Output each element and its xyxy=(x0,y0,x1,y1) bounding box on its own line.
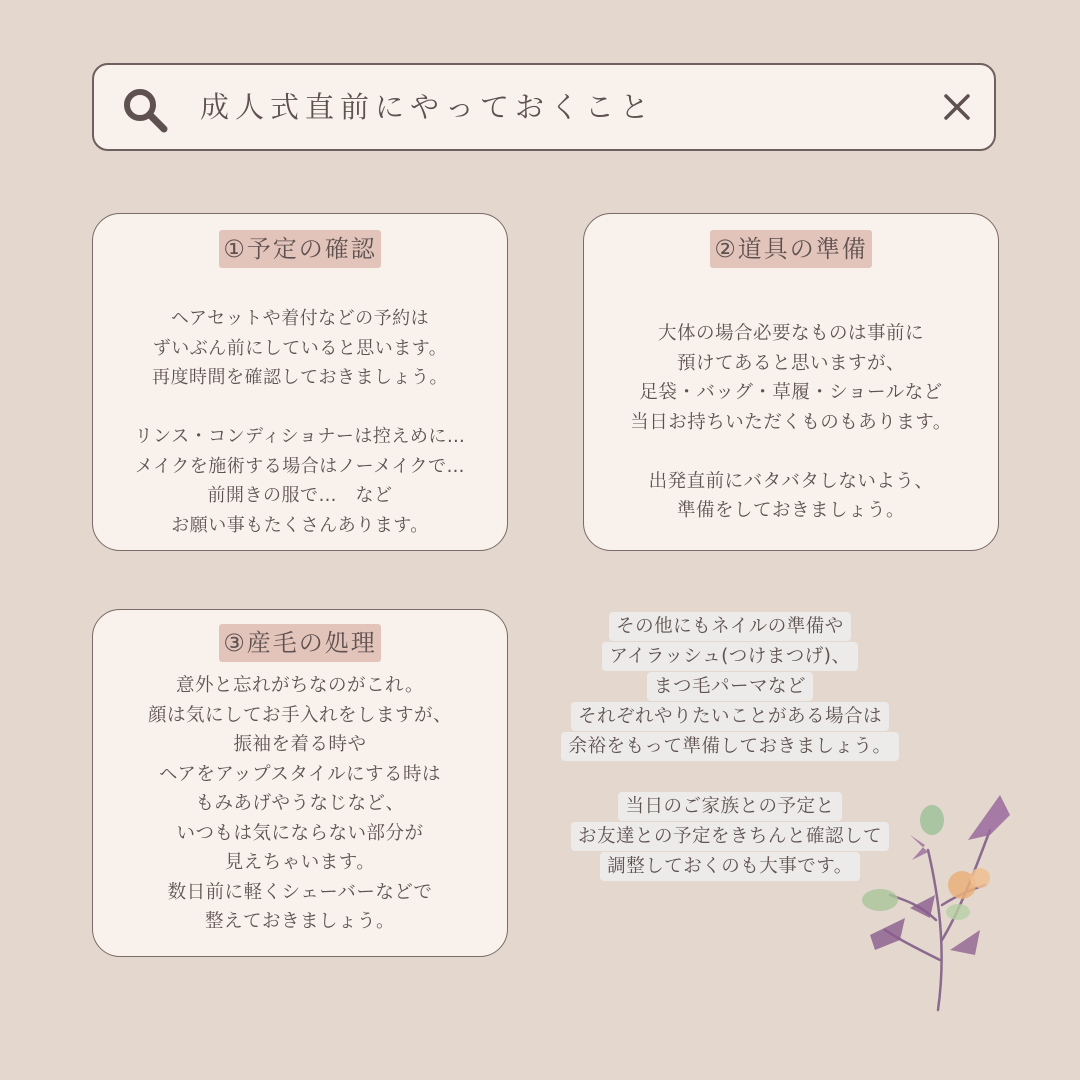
note-line: その他にもネイルの準備や xyxy=(609,612,851,641)
card-hair-removal xyxy=(92,609,508,957)
flower-illustration xyxy=(850,790,1025,1015)
card-line: 当日お持ちいただくものもあります。 xyxy=(630,411,952,433)
card-line: ヘアセットや着付などの予約は xyxy=(170,308,430,329)
card-line: 再度時間を確認しておきましょう。 xyxy=(152,367,448,388)
card-line: 足袋・バッグ・草履・ショールなど xyxy=(639,382,943,403)
card-title: ①予定の確認 xyxy=(219,230,381,268)
note-line: アイラッシュ(つけまつげ)、 xyxy=(602,642,857,671)
search-icon xyxy=(120,85,170,135)
card-line xyxy=(584,437,998,467)
card-line: 見えちゃいます。 xyxy=(224,852,376,873)
card-line: ずいぶん前にしていると思います。 xyxy=(152,337,448,359)
card-line: 大体の場合必要なものは事前に xyxy=(657,323,924,344)
card-title: ③産毛の処理 xyxy=(219,624,381,662)
note-line: 当日のご家族との予定と xyxy=(618,792,841,821)
card-line: 振袖を着る時や xyxy=(233,734,367,755)
card-line: 前開きの服で… など xyxy=(207,485,393,506)
card-line: 意外と忘れがちなのがこれ。 xyxy=(175,675,425,696)
card-line: ヘアをアップスタイルにする時は xyxy=(158,763,442,785)
card-tools-prep xyxy=(583,213,999,551)
card-line: リンス・コンディショナーは控えめに… xyxy=(134,426,466,447)
note-line: 余裕をもって準備しておきましょう。 xyxy=(561,732,898,761)
card-line: メイクを施術する場合はノーメイクで… xyxy=(134,455,466,477)
card-line: 準備をしておきましょう。 xyxy=(676,500,905,521)
card-line: もみあげやうなじなど、 xyxy=(195,793,405,814)
card-line: 出発直前にバタバタしないよう、 xyxy=(648,470,934,492)
close-icon[interactable] xyxy=(942,92,972,122)
search-query[interactable]: 成人式直前にやっておくこと xyxy=(200,90,656,124)
card-body xyxy=(93,304,507,540)
card-line: お願い事もたくさんあります。 xyxy=(171,514,429,536)
card-line xyxy=(93,393,507,423)
card-line: 顔は気にしてお手入れをしますが、 xyxy=(147,704,452,726)
note-spacer xyxy=(530,762,930,792)
card-line: 預けてあると思いますが、 xyxy=(676,352,905,374)
card-title: ②道具の準備 xyxy=(710,230,872,268)
card-body xyxy=(93,671,507,937)
note-line: まつ毛パーマなど xyxy=(647,672,813,701)
card-schedule-check xyxy=(92,213,508,551)
card-line: 数日前に軽くシェーバーなどで xyxy=(167,881,433,903)
note-line: 調整しておくのも大事です。 xyxy=(600,852,860,881)
card-line: 整えておきましょう。 xyxy=(204,911,395,932)
search-bar[interactable] xyxy=(92,63,996,151)
card-body xyxy=(584,319,998,526)
note-line: お友達との予定をきちんと確認して xyxy=(571,822,889,851)
card-line: いつもは気にならない部分が xyxy=(176,822,424,844)
note-line: それぞれやりたいことがある場合は xyxy=(571,702,889,731)
